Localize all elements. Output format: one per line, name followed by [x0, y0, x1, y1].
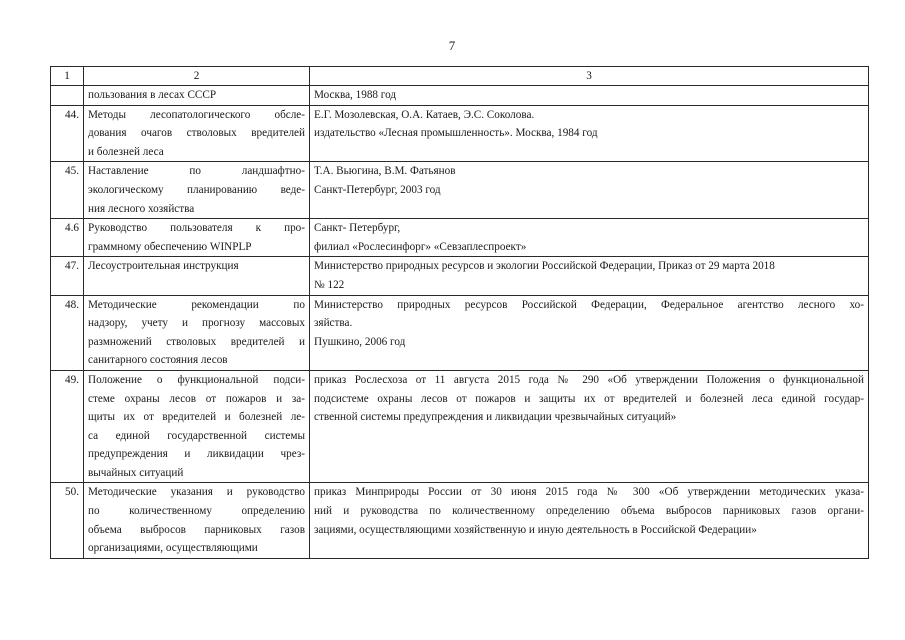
header-col-number: 1: [51, 67, 84, 86]
document-title-line: пользования в лесах СССР: [88, 89, 217, 101]
document-title-cell: [84, 370, 310, 483]
document-title-line: по количественному определению: [88, 505, 305, 518]
row-number: 44.: [51, 105, 84, 162]
document-source-cell: [310, 257, 869, 295]
document-source-line: ственной системы предупреждения и ликвидации чрезвычайных ситуаций»: [314, 411, 677, 424]
document-source-cell: [310, 86, 869, 106]
document-title-cell: [84, 483, 310, 558]
document-source-line: № 122: [314, 278, 345, 291]
document-source-line: издательство «Лесная промышленность». Москва, 1984 год: [314, 127, 598, 140]
document-title-cell: [84, 219, 310, 257]
document-title-line: надзору, учету и прогнозу массовых: [88, 317, 305, 330]
table-row: [51, 86, 869, 106]
row-number: 49.: [51, 370, 84, 483]
document-source-line: Санкт- Петербург,: [314, 222, 401, 235]
document-title-cell: [84, 105, 310, 162]
references-table: [50, 66, 869, 559]
document-title-line: размножений стволовых вредителей и: [88, 335, 305, 348]
row-number: 48.: [51, 295, 84, 370]
table-row: [51, 105, 869, 162]
document-source-line: Министерство природных ресурсов Российской Федерации, Федеральное агентство лесного хо-: [314, 298, 864, 311]
document-title-line: организациями, осуществляющими: [88, 542, 258, 555]
row-number: 4.6: [51, 219, 84, 257]
document-source-cell: [310, 219, 869, 257]
document-source-line: зациями, осуществляющими хозяйственную и иную деятельность в Российской Федерации»: [314, 523, 757, 536]
row-number: 47.: [51, 257, 84, 295]
page-number: 7: [448, 38, 456, 53]
document-title-line: Лесоустроительная инструкция: [88, 260, 239, 273]
row-number: 45.: [51, 162, 84, 219]
document-title-line: са единой государственной системы: [88, 429, 305, 442]
document-title-cell: [84, 86, 310, 106]
document-title-line: щиты их от вредителей и болезней ле-: [88, 411, 305, 424]
document-title-line: дования очагов стволовых вредителей: [88, 127, 305, 140]
document-title-line: Наставление по ландшафтно-: [88, 165, 305, 178]
document-title-line: Методические указания и руководство: [88, 486, 305, 499]
document-title-line: экологическому планированию веде-: [88, 183, 305, 196]
document-source-line: приказ Рослесхоза от 11 августа 2015 года № 290 «Об утверждении Положения о функциональной: [314, 373, 864, 386]
document-source-cell: [310, 295, 869, 370]
document-title-line: объема выбросов парниковых газов: [88, 523, 305, 536]
table-header-row: [51, 67, 869, 86]
document-source-cell: [310, 105, 869, 162]
table-row: [51, 219, 869, 257]
table-row: [51, 162, 869, 219]
document-title-line: вычайных ситуаций: [88, 466, 184, 479]
document-title-line: Положение о функциональной подси-: [88, 373, 305, 386]
document-source-line: Е.Г. Мозолевская, О.А. Катаев, Э.С. Соколова.: [314, 108, 535, 121]
document-source-line: Министерство природных ресурсов и экологии Российской Федерации, Приказ от 29 марта 2018: [314, 260, 775, 273]
document-source-line: Пушкино, 2006 год: [314, 335, 406, 348]
document-source-cell: [310, 483, 869, 558]
document-source-line: Москва, 1988 год: [314, 89, 397, 101]
header-col-source: 3: [310, 67, 869, 86]
table-row: [51, 370, 869, 483]
document-source-line: зяйства.: [314, 317, 353, 330]
table-row: [51, 257, 869, 295]
document-source-line: подсистеме охраны лесов от пожаров и защиты их от вредителей и болезней леса единой государ-: [314, 392, 864, 405]
document-title-cell: [84, 295, 310, 370]
document-source-cell: [310, 370, 869, 483]
document-source-line: Санкт-Петербург, 2003 год: [314, 183, 441, 196]
row-number: [51, 86, 84, 106]
document-title-line: Руководство пользователя к про-: [88, 222, 305, 235]
document-title-line: Методические рекомендации по: [88, 298, 305, 311]
document-source-line: приказ Минприроды России от 30 июня 2015 года № 300 «Об утверждении методических указа-: [314, 486, 864, 499]
table-row: [51, 295, 869, 370]
document-title-cell: [84, 162, 310, 219]
document-source-line: Т.А. Вьюгина, В.М. Фатьянов: [314, 165, 456, 178]
document-title-line: и болезней леса: [88, 145, 164, 158]
document-title-line: стеме охраны лесов от пожаров и за-: [88, 392, 305, 405]
document-source-line: филиал «Рослесинфорг» «Севзаплеспроект»: [314, 240, 527, 253]
document-source-cell: [310, 162, 869, 219]
header-col-title: 2: [84, 67, 310, 86]
document-source-line: ний и руководства по количественному определению объема выбросов парниковых газов органи-: [314, 505, 864, 518]
row-number: 50.: [51, 483, 84, 558]
document-title-line: граммному обеспечению WINPLP: [88, 240, 252, 253]
table-row: [51, 483, 869, 558]
document-title-line: санитарного состояния лесов: [88, 354, 228, 367]
document-title-line: Методы лесопатологического обсле-: [88, 108, 305, 121]
document-title-line: предупреждения и ликвидации чрез-: [88, 448, 305, 461]
document-title-cell: [84, 257, 310, 295]
document-title-line: ния лесного хозяйства: [88, 202, 195, 215]
